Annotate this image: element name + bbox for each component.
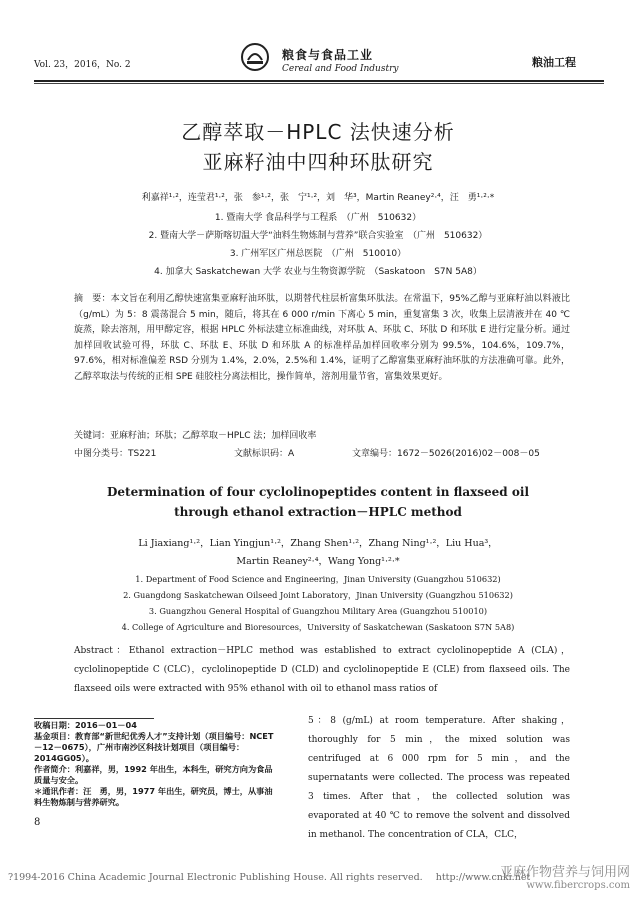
affiliation-en-3: 3. Guangzhou General Hospital of Guangzhou Military Area (Guangzhou 510010) — [148, 606, 488, 616]
copyright-text: ?1994-2016 China Academic Journal Electronic Publishing House. All rights reserved. — [8, 872, 423, 883]
en-title-line-2: through ethanol extraction－HPLC method — [174, 505, 462, 519]
affiliation-cn-2: 2. 暨南大学－萨斯喀切温大学“油料生物炼制与营养”联合实验室 （广州 510632） — [148, 231, 488, 241]
article-number: 文章编号：1672－5026(2016)02－008－05 — [352, 449, 540, 459]
abstract-cn: 摘 要：本文旨在利用乙醇快速富集亚麻籽油环肽，以期替代柱层析富集环肽法。在常温下，95%乙醇与亚麻籽油以料液比（g/mL）为 5：8 震荡混合 5 min，随后，将其在 6 000 r/min 下离心 5 min，重复富集 3 次，收集上层清液并在 40 ℃旋蒸，除去溶剂，用甲醇定容，根据 HPLC 外标法建立标准曲线，对环肽 A、环肽 C、环肽 D 和环肽 E 进行定量分析。通过加样回收试验可得，环肽 C、环肽 E、环肽 D 和环肽 A 的标准样品加样回收率分别为 99.5%，104.6%，109.7%，97.6%，相对标准偏差 RSD 分别为 1.4%，2.0%，2.5%和 1.4%，证明了乙醇富集亚麻籽油环肽的方法准确可靠。此外，乙醇萃取法与传统的正相 SPE 硅胶柱分离法相比，操作简单，溶剂用量节省，富集效果更好。 — [74, 294, 570, 382]
affiliation-en-1: 1. Department of Food Science and Engineering，Jinan University (Guangzhou 510632) — [135, 574, 501, 584]
abstract-en-continued: 5：8 (g/mL) at room temperature. After shaking，thoroughly for 5 min，the mixed solution was centrifuged at 6 000 rpm for 5 min，and the supernatants were collected. The process was repeated 3 times. After that，the collected solution was evaporated at 40 ℃ to remove the solvent and dissolved in methanol. The concentration of CLA，CLC， — [308, 716, 570, 840]
watermark: 亚麻作物营养与饲用网 — [499, 865, 630, 880]
affiliation-cn-1: 1. 暨南大学 食品科学与工程系 （广州 510632） — [214, 213, 422, 223]
authors-en-line-1: Li Jiaxiang¹·²，Lian Yingjun¹·²，Zhang Shen¹·²，Zhang Ning¹·²，Liu Hua³， — [138, 538, 498, 549]
cnki-link[interactable]: http://www.cnki.net — [435, 872, 531, 883]
affiliation-cn-3: 3. 广州军区广州总医院 （广州 510010） — [229, 249, 407, 259]
journal-name-cn: 粮食与食品工业 — [282, 48, 374, 62]
affiliation-en-2: 2. Guangdong Saskatchewan Oilseed Joint Laboratory，Jinan University (Guangzhou 510632) — [123, 590, 513, 600]
journal-logo-icon — [240, 42, 270, 72]
title-line-2: 亚麻籽油中四种环肽研究 — [202, 150, 434, 174]
abstract-en: Abstract：Ethanol extraction－HPLC method was established to extract cyclolinopeptide A (CLA)，cyclolinopeptide C (CLC)，cyclolinopeptide D (CLD) and cyclolinopeptide E (CLE) from flaxseed oils. The flaxseed oils were extracted with 95% ethanol with oil to ethanol mass ratios of — [74, 646, 570, 694]
title-line-1: 乙醇萃取－HPLC 法快速分析 — [181, 120, 455, 144]
journal-name-en: Cereal and Food Industry — [282, 64, 399, 74]
copyright-notice — [8, 872, 530, 883]
keywords-cn: 关键词：亚麻籽油；环肽；乙醇萃取－HPLC 法；加样回收率 — [74, 431, 317, 441]
authors-cn: 利嘉祥¹·²，连莹君¹·²，张 参¹·²，张 宁¹·²，刘 华³，Martin Reaney²·⁴，汪 勇¹·²·* — [141, 193, 495, 203]
footnote: 收稿日期：2016－01－04 基金项目：教育部“新世纪优秀人才”支持计划（项目编号：NCET－12－0675），广州市南沙区科技计划项目（项目编号：2014GG05）。 作者简介：利嘉祥，男，1992 年出生，本科生，研究方向为食品质量与安全。 ＊通讯作者：汪 勇，男，1977 年出生，研究员，博士，从事油料生物炼制与营养研究。 — [34, 720, 274, 807]
volume-issue: Vol. 23，2016，No. 2 — [34, 60, 131, 70]
footnote-rule — [34, 718, 154, 719]
affiliation-cn-4: 4. 加拿大 Saskatchewan 大学 农业与生物资源学院 （Saskatoon S7N 5A8） — [154, 267, 482, 277]
header-rule — [34, 80, 604, 82]
affiliation-en-4: 4. College of Agriculture and Bioresources，University of Saskatchewan (Saskatoon S7N 5A8) — [121, 622, 515, 632]
page-number: 8 — [34, 817, 41, 828]
header-rule-thin — [34, 83, 604, 84]
watermark-url: www.fibercrops.com — [526, 880, 630, 891]
document-code: 文献标识码：A — [234, 449, 295, 459]
en-title-line-1: Determination of four cyclolinopeptides content in flaxseed oil — [107, 485, 529, 499]
authors-en-line-2: Martin Reaney²·⁴，Wang Yong¹·²·* — [236, 556, 400, 567]
section-label: 粮油工程 — [532, 56, 576, 69]
clc-number: 中图分类号：TS221 — [74, 449, 157, 459]
